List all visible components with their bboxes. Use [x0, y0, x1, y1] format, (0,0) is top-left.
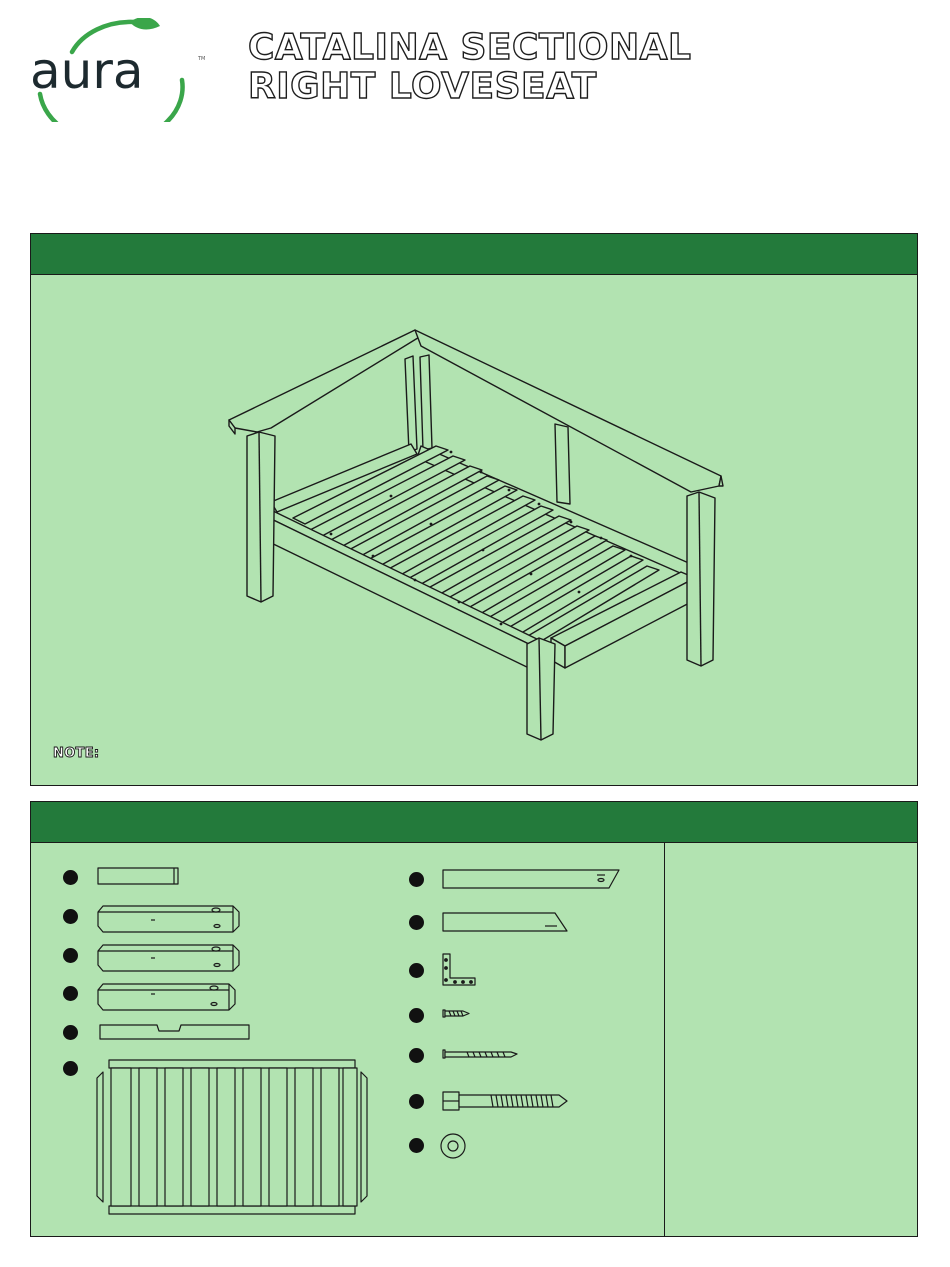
- part-leg-block-two-holes: [98, 906, 239, 932]
- part-leg-block-three-holes: [98, 945, 239, 971]
- loveseat-illustration: [31, 234, 919, 787]
- trademark-mark: TM: [198, 56, 206, 62]
- part-long-screw: [443, 1050, 517, 1058]
- part-short-angled-rail: [443, 913, 567, 931]
- parts-panel: [30, 801, 918, 1237]
- part-short-screw: [443, 1010, 469, 1017]
- note-label: NOTE:: [53, 746, 100, 761]
- part-long-back-rail: [443, 870, 619, 888]
- part-notched-board: [100, 1025, 249, 1039]
- part-end-block: [98, 868, 178, 884]
- brand-wordmark: aura: [30, 42, 144, 100]
- part-washer: [441, 1134, 465, 1158]
- part-leg-block-long-holes: [98, 984, 235, 1010]
- part-slatted-seat-deck: [97, 1060, 367, 1214]
- title-line-1: CATALINA SECTIONAL: [248, 27, 692, 68]
- page-title: [248, 28, 691, 106]
- aura-logo: [22, 18, 222, 122]
- part-l-bracket: [443, 954, 475, 985]
- parts-drawings: [31, 802, 919, 1238]
- title-line-2: RIGHT LOVESEAT: [248, 66, 597, 107]
- part-lag-bolt: [443, 1092, 567, 1110]
- overview-panel: [30, 233, 918, 786]
